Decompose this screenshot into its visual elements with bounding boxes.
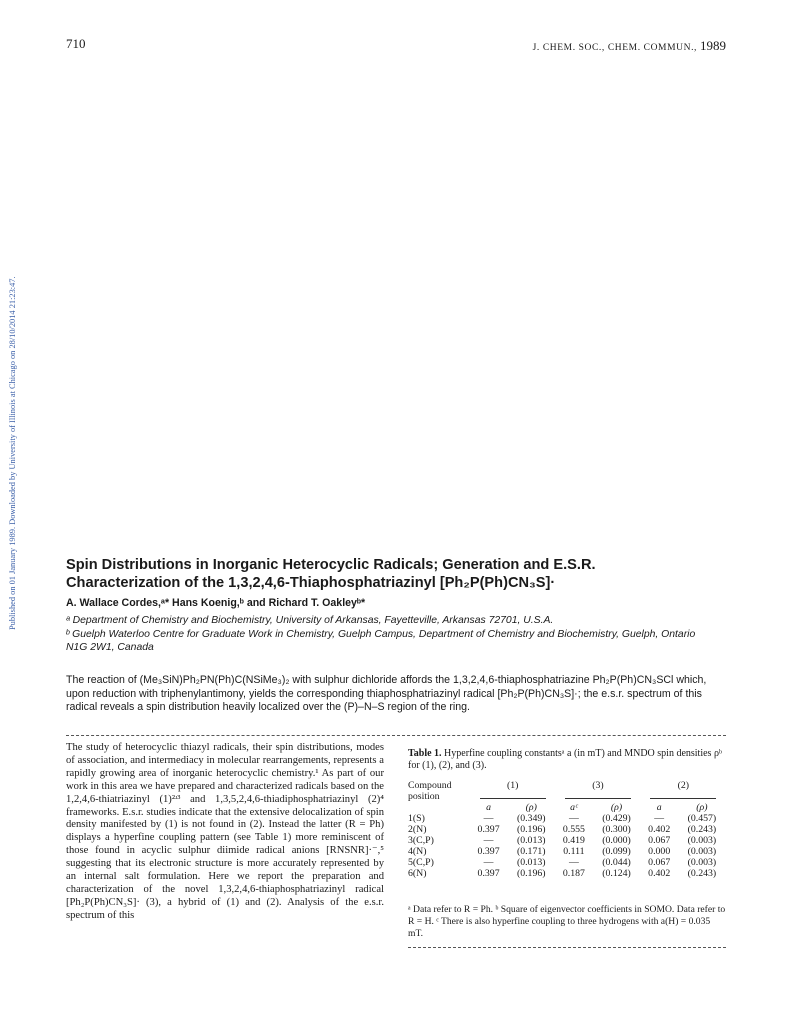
- table-caption: [408, 748, 726, 772]
- abstract-divider: [66, 735, 726, 736]
- download-watermark-link[interactable]: Published on 01 January 1989. Downloaded by University of Illinois at Chicago on 28/10/2014 21:23:47.: [8, 276, 17, 630]
- table-subheader-row: [408, 802, 726, 813]
- subheader-cell: a: [486, 802, 492, 813]
- table-bottom-divider: [408, 947, 726, 948]
- body-column-left: [66, 742, 384, 923]
- hyperfine-table: [408, 780, 726, 879]
- affiliation-a: ᵃ Department of Chemistry and Biochemistry, University of Arkansas, Fayetteville, Arkansas 72701, U.S.A.: [66, 615, 554, 626]
- table-footnotes: ᵃ Data refer to R = Ph. ᵇ Square of eigenvector coefficients in SOMO. Data refer to R = H. ᶜ There is also hyperfine coupling to three hydrogens with a(H) = 0.035 mT.: [408, 904, 726, 939]
- journal-name: J. CHEM. SOC., CHEM. COMMUN.,: [532, 43, 700, 53]
- title-line-2: Characterization of the 1,3,2,4,6-Thiaphosphatriazinyl [Ph₂P(Ph)CN₃S]·: [66, 575, 556, 591]
- table-label: Table 1.: [408, 748, 442, 759]
- table-caption-text: Hyperfine coupling constantsᵃ a (in mT) and MNDO spin densities ρᵇ for (1), (2), and (3).: [408, 748, 723, 771]
- table-row: 3(C,P) — (0.013) 0.419 (0.000) 0.067 (0.003): [408, 835, 717, 846]
- table-row: 4(N) 0.397 (0.171) 0.111 (0.099) 0.000 (0.003): [408, 846, 717, 857]
- col-header-compound: Compound: [408, 780, 452, 791]
- subheader-cell: (ρ): [525, 802, 537, 813]
- group-header-3: (3): [592, 780, 604, 791]
- group-header-2: (2): [677, 780, 690, 791]
- col-header-position: position: [408, 791, 440, 802]
- table-row: 5(C,P) — (0.013) — (0.044) 0.067 (0.003): [408, 857, 717, 868]
- abstract: The reaction of (Me₃SiN)Ph₂PN(Ph)C(NSiMe₃)₂ with sulphur dichloride affords the 1,3,2,4,6-thiaphosphatriazine Ph₂P(Ph)CN₃SCl which, upon reduction with triphenylantimony, yields the corresponding thiaphosphatriazinyl radical [Ph₂P(Ph)CN₃S]·; the e.s.r. spectrum of this radical reveals a spin distribution heavily localized over the (P)–N–S region of the ring.: [66, 674, 707, 714]
- body-paragraph: The study of heterocyclic thiazyl radicals, their spin distributions, modes of association, and intermediacy in molecular rearrangements, represents a rapidly growing area of inorganic heterocyclic chemistry.¹ As part of our work in this area we have prepared and characterized radicals based on the 1,2,4,6-thiatriazinyl (1)²ʴ³ and 1,3,5,2,4,6-thiadiphosphatriazinyl (2)⁴ frameworks. E.s.r. studies indicate that the extensive delocalization of spin density manifested by (1) is not found in (2). Instead the latter (R = Ph) displays a hyperfine coupling pattern (see Table 1) more reminiscent of those found in acyclic sulphur diimide radical anions [RNSNR]·⁻,⁵ suggesting that its electronic structure is more accurately represented by an internal salt formulation. Here we report the preparation and characterization of the novel 1,3,2,4,6-thiaphosphatriazinyl radical [Ph₂P(Ph)CN₃S]· (3), a hybrid of (1) and (2). Analysis of the e.s.r. spectrum of this: [66, 742, 384, 921]
- table-row: 1(S) — (0.349) — (0.429) — (0.457): [408, 813, 717, 824]
- affiliation-b: ᵇ Guelph Waterloo Centre for Graduate Work in Chemistry, Guelph Campus, Department of Chemistry and Biochemistry, Guelph, Ontario N1G 2W1, Canada: [66, 629, 696, 653]
- article-title: [66, 556, 726, 592]
- journal-header: [533, 38, 726, 54]
- table-row: 6(N) 0.397 (0.196) 0.187 (0.124) 0.402 (0.243): [408, 868, 717, 879]
- subheader-cell: (ρ): [696, 802, 708, 813]
- table-group-header: [408, 780, 726, 791]
- journal-year: 1989: [700, 38, 726, 53]
- subheader-cell: (ρ): [610, 802, 623, 813]
- table-row: 2(N) 0.397 (0.196) 0.555 (0.300) 0.402 (0.243): [408, 824, 717, 835]
- subheader-cell: aᶜ: [570, 802, 578, 813]
- group-header-1: (1): [506, 780, 519, 791]
- subheader-cell: a: [656, 802, 662, 813]
- title-line-1: Spin Distributions in Inorganic Heterocyclic Radicals; Generation and E.S.R.: [66, 557, 596, 573]
- author-list: A. Wallace Cordes,ᵃ* Hans Koenig,ᵇ and Richard T. Oakleyᵇ*: [66, 597, 366, 609]
- table-group-rule: [408, 791, 726, 802]
- page-number: 710: [66, 36, 86, 51]
